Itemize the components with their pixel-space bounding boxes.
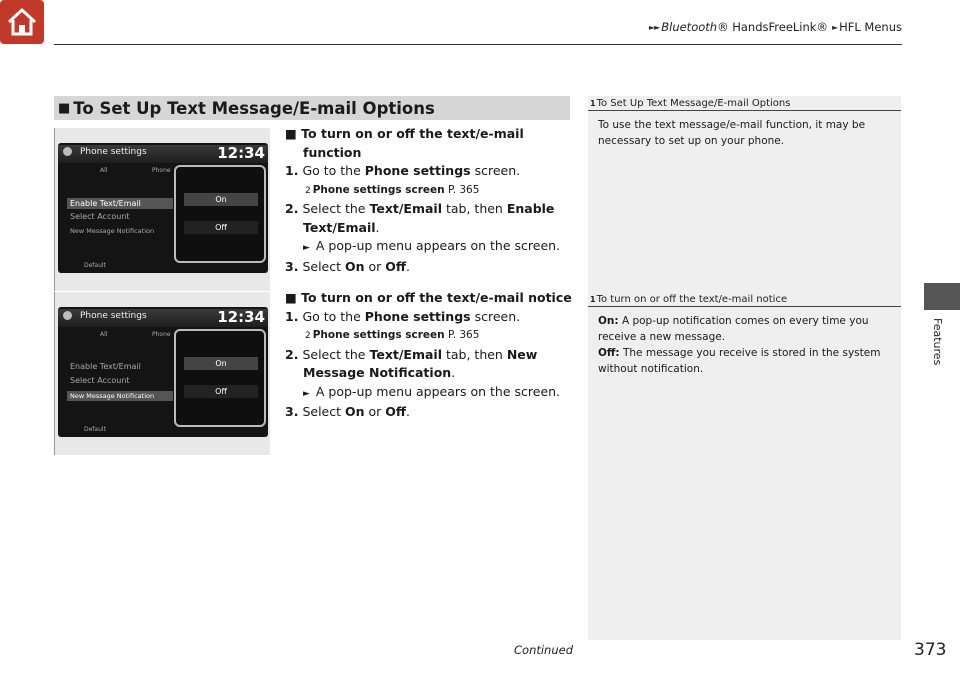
settings-icon xyxy=(63,311,72,320)
breadcrumb xyxy=(645,20,902,34)
popup-menu xyxy=(174,329,266,427)
note-off-label: Off: xyxy=(598,347,620,359)
cross-reference[interactable]: 2 Phone settings screen P. 365 xyxy=(305,183,480,196)
section-marker: ■ xyxy=(58,100,71,116)
procedure-heading: ■ To turn on or off the text/e-mail xyxy=(285,126,524,141)
menu-item-select-account: Select Account xyxy=(70,212,130,221)
note-on-label: On: xyxy=(598,315,619,327)
step-2: 2. Select the Text/Email tab, then New xyxy=(285,346,538,362)
note-text-email-options xyxy=(588,96,901,149)
popup-menu xyxy=(174,165,266,263)
procedure-text-email-notice xyxy=(285,289,575,422)
note-title: 1To turn on or off the text/e-mail notice xyxy=(588,292,901,307)
menu-item-new-message-notification: New Message Notification xyxy=(70,227,155,235)
step-2: 2. Select the Text/Email tab, then Enable xyxy=(285,201,555,216)
screen-title: Phone settings xyxy=(80,311,147,321)
popup-option-on: On xyxy=(184,357,258,370)
step-2-cont: Text/Email. xyxy=(303,219,380,235)
breadcrumb-item-hfl: ® HandsFreeLink® xyxy=(717,20,828,34)
screen-tab-all: All xyxy=(100,167,108,174)
menu-item-enable-text-email: Enable Text/Email xyxy=(70,362,141,371)
note-text-email-notice xyxy=(588,292,901,377)
menu-item-select-account: Select Account xyxy=(70,376,130,385)
result-arrow-icon: ► xyxy=(303,388,310,399)
house-icon xyxy=(5,5,39,39)
section-title: To Set Up Text Message/E-mail Options xyxy=(73,98,435,118)
reference-icon: 2 xyxy=(305,331,311,341)
chapter-label: Features xyxy=(931,318,944,366)
default-button: Default xyxy=(84,262,106,269)
continued-label: Continued xyxy=(514,643,574,657)
reference-icon: 2 xyxy=(305,185,311,196)
procedure-text-email-function xyxy=(285,125,575,276)
display-screen xyxy=(58,307,268,437)
step-3: 3. Select On or Off. xyxy=(285,404,410,419)
screen-tab-phone: Phone xyxy=(152,167,171,174)
popup-option-off: Off xyxy=(184,221,258,234)
display-screen xyxy=(58,143,268,273)
note-marker: 1 xyxy=(590,295,596,304)
step-1: 1. Go to the Phone settings screen. xyxy=(285,163,521,178)
page-number: 373 xyxy=(914,640,947,660)
screen-tab-all: All xyxy=(100,331,108,338)
clock: 12:34 xyxy=(217,308,265,326)
step-result: ► A pop-up menu appears on the screen. xyxy=(303,383,561,399)
result-arrow-icon: ► xyxy=(303,243,310,253)
section-heading xyxy=(54,96,570,120)
step-1: 1. Go to the Phone settings screen. xyxy=(285,308,521,324)
screen-title: Phone settings xyxy=(80,147,147,157)
chapter-tab[interactable] xyxy=(924,283,960,310)
screen-tab-phone: Phone xyxy=(152,331,171,338)
screenshot-phone-settings-1 xyxy=(54,128,270,291)
popup-option-on: On xyxy=(184,193,258,206)
step-2-cont: Message Notification. xyxy=(303,365,456,380)
default-button: Default xyxy=(84,426,106,433)
note-marker: 1 xyxy=(590,99,596,108)
clock: 12:34 xyxy=(217,144,265,162)
step-3: 3. Select On or Off. xyxy=(285,258,410,274)
breadcrumb-item-bluetooth: Bluetooth xyxy=(661,20,718,34)
screenshot-phone-settings-2 xyxy=(54,292,270,455)
breadcrumb-item-menus: HFL Menus xyxy=(839,20,902,34)
popup-option-off: Off xyxy=(184,385,258,398)
breadcrumb-arrow-icon: ►► xyxy=(648,23,660,32)
step-result: ► A pop-up menu appears on the screen. xyxy=(303,238,561,253)
note-body: On: A pop-up notification comes on every time you receive a new message. Off: The message you receive is stored in the system without notification. xyxy=(598,315,881,375)
cross-reference[interactable]: 2 Phone settings screen P. 365 xyxy=(305,329,480,341)
home-icon[interactable] xyxy=(0,0,44,44)
menu-item-new-message-notification: New Message Notification xyxy=(67,391,173,401)
settings-icon xyxy=(63,147,72,156)
note-body: To use the text message/e-mail function, it may be necessary to set up on your phone. xyxy=(598,119,866,147)
note-title: 1To Set Up Text Message/E-mail Options xyxy=(588,96,901,111)
header-divider xyxy=(54,44,902,45)
breadcrumb-arrow-icon: ► xyxy=(831,23,838,32)
menu-item-enable-text-email: Enable Text/Email xyxy=(67,198,173,209)
procedure-heading-cont: function xyxy=(303,144,362,160)
procedure-heading: ■ To turn on or off the text/e-mail notice xyxy=(285,290,572,305)
